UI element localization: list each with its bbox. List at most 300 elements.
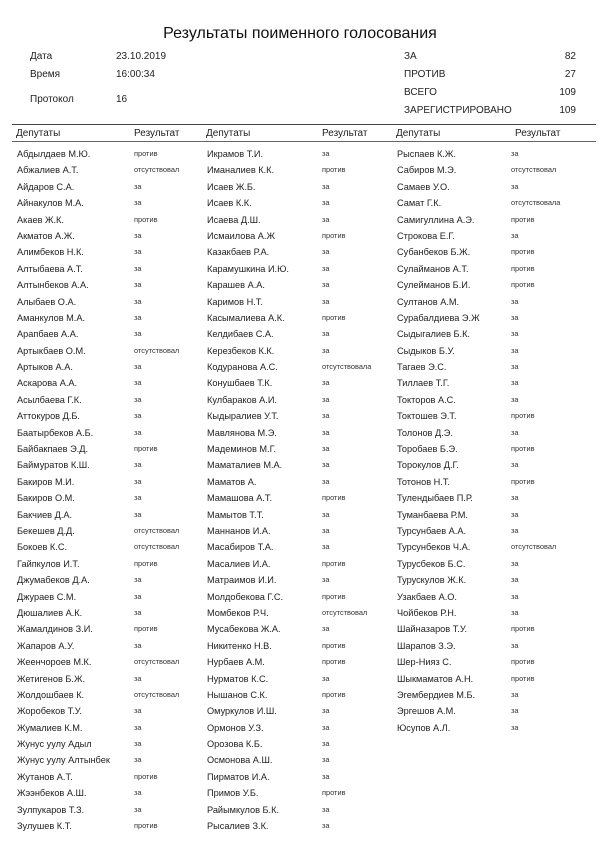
deputy-name: Алтыбаева А.Т. xyxy=(17,263,83,274)
vote-result: за xyxy=(322,263,330,273)
deputy-row xyxy=(17,474,213,490)
deputy-name: Осмонова А.Ш. xyxy=(207,755,273,766)
deputy-row xyxy=(397,392,593,408)
vote-result: за xyxy=(134,722,142,732)
total-value: 109 xyxy=(559,87,576,98)
deputy-name: Жеенчороев М.К. xyxy=(17,657,92,668)
vote-result: за xyxy=(134,476,142,486)
deputy-name: Конушбаев Т.К. xyxy=(207,378,273,389)
deputy-name: Карашев А.А. xyxy=(207,280,265,291)
vote-result: за xyxy=(322,444,330,454)
deputy-row xyxy=(17,146,213,162)
deputy-row xyxy=(397,687,593,703)
vote-result: за xyxy=(322,378,330,388)
deputy-name: Сурабалдиева Э.Ж xyxy=(397,312,480,323)
deputy-row xyxy=(397,162,593,178)
vote-result: за xyxy=(322,673,330,683)
vote-result: за xyxy=(511,493,519,503)
deputy-name: Тиллаев Т.Г. xyxy=(397,378,450,389)
deputy-row xyxy=(397,179,593,195)
deputy-row xyxy=(17,294,213,310)
deputy-row xyxy=(17,375,213,391)
deputy-name: Джураев С.М. xyxy=(17,591,77,602)
deputy-row xyxy=(17,654,213,670)
vote-result: за xyxy=(511,329,519,339)
deputy-name: Юсупов А.Л. xyxy=(397,722,451,733)
vote-result: за xyxy=(134,296,142,306)
deputy-name: Мавлянова М.Э. xyxy=(207,427,277,438)
vote-result: за xyxy=(511,460,519,470)
vote-result: за xyxy=(511,558,519,568)
vote-result: за xyxy=(322,280,330,290)
deputy-row xyxy=(397,441,593,457)
deputy-name: Омуркулов И.Ш. xyxy=(207,706,277,717)
deputy-row xyxy=(397,474,593,490)
deputy-row xyxy=(17,310,213,326)
deputy-name: Эргешов А.М. xyxy=(397,706,456,717)
deputy-name: Торокулов Д.Г. xyxy=(397,460,459,471)
vote-result: за xyxy=(134,640,142,650)
deputy-row xyxy=(397,605,593,621)
deputy-row xyxy=(207,621,403,637)
vote-result: за xyxy=(134,247,142,257)
deputy-row xyxy=(397,490,593,506)
vote-result: против xyxy=(322,657,346,667)
deputy-row xyxy=(397,343,593,359)
deputy-name: Алыбаев О.А. xyxy=(17,296,77,307)
vote-result: против xyxy=(322,591,346,601)
vote-result: против xyxy=(322,230,346,240)
vote-result: за xyxy=(322,345,330,355)
deputy-name: Кодуранова А.С. xyxy=(207,362,278,373)
deputy-row xyxy=(397,589,593,605)
deputy-row xyxy=(397,375,593,391)
deputy-name: Султанов А.М. xyxy=(397,296,460,307)
deputy-row xyxy=(17,638,213,654)
deputy-row xyxy=(207,818,403,834)
deputies-column-2 xyxy=(207,146,403,834)
deputy-name: Артыкбаев О.М. xyxy=(17,345,86,356)
deputy-name: Тулендыбаев П.Р. xyxy=(397,493,473,504)
vote-result: против xyxy=(511,657,535,667)
deputy-name: Тотонов Н.Т. xyxy=(397,476,450,487)
vote-result: против xyxy=(511,673,535,683)
deputy-name: Никитенко Н.В. xyxy=(207,640,272,651)
deputy-row xyxy=(397,244,593,260)
deputy-name: Орозова К.Б. xyxy=(207,739,263,750)
vote-result: за xyxy=(511,345,519,355)
deputy-row xyxy=(207,769,403,785)
vote-result: за xyxy=(134,394,142,404)
deputy-row xyxy=(397,507,593,523)
deputy-row xyxy=(207,556,403,572)
deputy-row xyxy=(17,507,213,523)
deputy-row xyxy=(207,425,403,441)
deputy-name: Бокоев К.С. xyxy=(17,542,68,553)
deputy-name: Карамушкина И.Ю. xyxy=(207,263,289,274)
deputy-row xyxy=(17,572,213,588)
deputy-row xyxy=(207,277,403,293)
vote-result: за xyxy=(134,263,142,273)
registered-label: ЗАРЕГИСТРИРОВАНО xyxy=(404,105,512,116)
deputy-row xyxy=(207,457,403,473)
deputy-row xyxy=(207,474,403,490)
vote-result: за xyxy=(511,362,519,372)
deputy-row xyxy=(17,802,213,818)
page-title: Результаты поименного голосования xyxy=(163,25,437,42)
vote-result: против xyxy=(511,214,535,224)
vote-result: за xyxy=(134,493,142,503)
deputy-name: Кулбараков А.И. xyxy=(207,394,277,405)
vote-result: против xyxy=(134,558,158,568)
deputy-name: Зулушев К.Т. xyxy=(17,821,72,832)
deputy-row xyxy=(207,228,403,244)
vote-result: за xyxy=(322,706,330,716)
vote-result: за xyxy=(511,427,519,437)
deputy-name: Жолдошбаев К. xyxy=(17,689,85,700)
deputy-row xyxy=(17,556,213,572)
vote-result: за xyxy=(511,181,519,191)
vote-result: за xyxy=(511,591,519,601)
deputy-name: Мамытов Т.Т. xyxy=(207,509,264,520)
vote-result: за xyxy=(322,394,330,404)
vote-result: за xyxy=(134,575,142,585)
vote-result: за xyxy=(511,509,519,519)
deputy-name: Баатырбеков А.Б. xyxy=(17,427,94,438)
deputy-row xyxy=(17,818,213,834)
vote-result: за xyxy=(134,378,142,388)
vote-result: против xyxy=(322,493,346,503)
deputy-row xyxy=(397,457,593,473)
vote-result: за xyxy=(511,149,519,158)
vote-result: против xyxy=(511,411,535,421)
deputy-row xyxy=(207,359,403,375)
deputy-name: Зулпукаров Т.З. xyxy=(17,804,85,815)
deputy-row xyxy=(17,261,213,277)
deputy-row xyxy=(397,621,593,637)
deputy-row xyxy=(17,523,213,539)
deputy-name: Строкова Е.Г. xyxy=(397,230,455,241)
vote-result: против xyxy=(134,149,158,158)
deputy-row xyxy=(17,212,213,228)
vote-result: отсутствовал xyxy=(134,542,180,552)
vote-result: за xyxy=(322,739,330,749)
deputy-name: Асылбаева Г.К. xyxy=(17,394,82,405)
time-label: Время xyxy=(30,69,61,80)
vote-result: против xyxy=(322,165,346,175)
vote-result: за xyxy=(511,640,519,650)
vote-result: против xyxy=(511,247,535,257)
deputy-row xyxy=(207,212,403,228)
deputy-row xyxy=(17,162,213,178)
vote-result: за xyxy=(322,722,330,732)
vote-result: за xyxy=(322,214,330,224)
deputy-row xyxy=(17,769,213,785)
deputy-name: Исаева Д.Ш. xyxy=(207,214,261,225)
deputy-name: Абдылдаев М.Ю. xyxy=(17,149,91,159)
deputy-row xyxy=(207,408,403,424)
deputy-name: Райымкулов Б.К. xyxy=(207,804,279,815)
vote-result: за xyxy=(322,247,330,257)
vote-result: за xyxy=(511,312,519,322)
deputy-name: Аттокуров Д.Б. xyxy=(17,411,80,422)
deputy-name: Жамалдинов З.И. xyxy=(17,624,93,635)
vote-result: за xyxy=(322,329,330,339)
deputy-name: Айнакулов М.А. xyxy=(17,198,84,209)
vote-result: отсутствовал xyxy=(511,542,557,552)
deputy-row xyxy=(397,425,593,441)
deputy-row xyxy=(17,589,213,605)
vote-result: за xyxy=(134,591,142,601)
col3-deputies-header: Депутаты xyxy=(396,128,441,139)
deputy-row xyxy=(207,310,403,326)
col1-result-header: Результат xyxy=(134,128,180,139)
deputy-row xyxy=(397,228,593,244)
deputy-name: Ормонов У.З. xyxy=(207,722,264,733)
deputy-name: Сулайманов А.Т. xyxy=(397,263,469,274)
deputy-row xyxy=(207,146,403,162)
vote-result: за xyxy=(511,296,519,306)
deputy-row xyxy=(17,408,213,424)
deputy-row xyxy=(397,294,593,310)
deputy-row xyxy=(17,457,213,473)
deputy-name: Турускулов Ж.К. xyxy=(397,575,467,586)
deputy-name: Нурбаев А.М. xyxy=(207,657,265,668)
vote-result: за xyxy=(322,542,330,552)
deputy-name: Артыков А.А. xyxy=(17,362,73,373)
deputy-row xyxy=(207,392,403,408)
deputy-name: Исаев Ж.Б. xyxy=(207,181,256,192)
vote-result: за xyxy=(322,771,330,781)
vote-result: отсутствовал xyxy=(134,657,180,667)
deputy-row xyxy=(17,785,213,801)
registered-value: 109 xyxy=(559,105,576,116)
deputy-row xyxy=(17,539,213,555)
deputy-name: Мусабекова Ж.А. xyxy=(207,624,281,635)
deputy-row xyxy=(17,326,213,342)
deputy-name: Шыкмаматов А.Н. xyxy=(397,673,474,684)
vote-result: против xyxy=(511,624,535,634)
deputy-name: Гайпкулов И.Т. xyxy=(17,558,80,569)
vote-result: против xyxy=(134,771,158,781)
deputy-name: Акматов А.Ж. xyxy=(17,230,75,241)
vote-result: за xyxy=(134,788,142,798)
deputy-row xyxy=(207,785,403,801)
deputy-name: Казакбаев Р.А. xyxy=(207,247,270,258)
deputy-row xyxy=(17,703,213,719)
vote-result: за xyxy=(134,230,142,240)
deputy-name: Масабиров Т.А. xyxy=(207,542,274,553)
deputy-row xyxy=(207,375,403,391)
deputy-row xyxy=(207,671,403,687)
deputy-name: Аскарова А.А. xyxy=(17,378,78,389)
vote-result: отсутствовал xyxy=(134,525,180,535)
vote-result: за xyxy=(134,312,142,322)
deputy-name: Жунус уулу Алтынбек xyxy=(17,755,110,766)
deputy-row xyxy=(17,490,213,506)
deputy-name: Сабиров М.Э. xyxy=(397,165,457,176)
deputy-row xyxy=(207,654,403,670)
deputy-row xyxy=(17,736,213,752)
header-rule-bottom xyxy=(12,141,596,142)
deputy-row xyxy=(207,752,403,768)
deputy-row xyxy=(17,687,213,703)
total-label: ВСЕГО xyxy=(404,87,437,98)
against-value: 27 xyxy=(564,69,576,80)
deputy-row xyxy=(207,294,403,310)
vote-result: против xyxy=(322,312,346,322)
deputy-row xyxy=(397,539,593,555)
deputy-name: Мадеминов М.Г. xyxy=(207,444,277,455)
deputy-row xyxy=(397,638,593,654)
vote-result: за xyxy=(322,804,330,814)
vote-result: против xyxy=(322,689,346,699)
deputy-name: Бакиров М.И. xyxy=(17,476,75,487)
deputy-name: Жапаров А.У. xyxy=(17,640,75,651)
deputy-name: Жээнбеков А.Ш. xyxy=(17,788,87,799)
vote-result: за xyxy=(322,525,330,535)
deputy-row xyxy=(397,146,593,162)
deputy-name: Самаев У.О. xyxy=(397,181,450,192)
deputy-row xyxy=(207,605,403,621)
against-label: ПРОТИВ xyxy=(404,69,446,80)
col1-deputies-header: Депутаты xyxy=(16,128,61,139)
vote-result: за xyxy=(134,755,142,765)
deputy-name: Абжалиев А.Т. xyxy=(17,165,79,176)
deputy-row xyxy=(17,343,213,359)
vote-result: за xyxy=(511,394,519,404)
col3-result-header: Результат xyxy=(515,128,561,139)
vote-result: за xyxy=(134,673,142,683)
vote-result: отсутствовал xyxy=(134,345,180,355)
deputy-name: Керезбеков К.К. xyxy=(207,345,275,356)
deputy-name: Бакиров О.М. xyxy=(17,493,75,504)
deputy-name: Пирматов И.А. xyxy=(207,771,270,782)
deputy-row xyxy=(397,261,593,277)
deputy-name: Момбеков Р.Ч. xyxy=(207,607,269,618)
deputy-row xyxy=(17,425,213,441)
deputy-row xyxy=(17,671,213,687)
deputy-row xyxy=(17,277,213,293)
deputy-row xyxy=(397,703,593,719)
deputy-row xyxy=(207,638,403,654)
vote-result: за xyxy=(322,476,330,486)
date-label: Дата xyxy=(30,51,53,62)
deputy-row xyxy=(207,507,403,523)
vote-result: за xyxy=(322,149,330,158)
deputy-name: Маматалиев М.А. xyxy=(207,460,283,471)
deputy-name: Исмаилова А.Ж xyxy=(207,230,275,241)
deputy-row xyxy=(397,654,593,670)
deputy-name: Эгембердиев М.Б. xyxy=(397,689,476,700)
deputy-name: Шайназаров Т.У. xyxy=(397,624,468,635)
deputy-name: Матраимов И.И. xyxy=(207,575,277,586)
deputy-row xyxy=(17,752,213,768)
vote-result: против xyxy=(511,263,535,273)
for-value: 82 xyxy=(564,51,576,62)
deputy-name: Аманкулов М.А. xyxy=(17,312,86,323)
deputy-name: Баймуратов К.Ш. xyxy=(17,460,90,471)
deputy-name: Турусбеков Б.С. xyxy=(397,558,466,569)
vote-result: против xyxy=(511,476,535,486)
deputy-name: Исаев К.К. xyxy=(207,198,252,209)
deputy-name: Бакчиев Д.А. xyxy=(17,509,73,520)
deputy-name: Самат Г.К. xyxy=(397,198,442,209)
deputy-row xyxy=(207,720,403,736)
deputy-row xyxy=(207,261,403,277)
deputy-name: Шарапов З.Э. xyxy=(397,640,456,651)
deputy-row xyxy=(207,589,403,605)
vote-result: за xyxy=(322,411,330,421)
deputy-row xyxy=(207,343,403,359)
deputy-name: Масалиев И.А. xyxy=(207,558,271,569)
vote-result: за xyxy=(511,607,519,617)
deputy-row xyxy=(207,539,403,555)
vote-result: против xyxy=(134,444,158,454)
deputy-name: Жетигенов Б.Ж. xyxy=(17,673,86,684)
vote-result: против xyxy=(134,624,158,634)
vote-result: за xyxy=(134,411,142,421)
vote-result: отсутствовала xyxy=(511,198,561,208)
deputy-row xyxy=(397,408,593,424)
deputy-name: Нурматов К.С. xyxy=(207,673,269,684)
deputy-name: Касымалиева А.К. xyxy=(207,312,285,323)
vote-result: за xyxy=(322,296,330,306)
deputy-name: Жумалиев К.М. xyxy=(17,722,83,733)
deputy-row xyxy=(17,621,213,637)
deputy-name: Рыспаев К.Ж. xyxy=(397,149,456,159)
vote-result: отсутствовал xyxy=(134,689,180,699)
deputy-row xyxy=(207,326,403,342)
deputy-row xyxy=(207,244,403,260)
deputy-row xyxy=(397,720,593,736)
vote-result: отсутствовал xyxy=(511,165,557,175)
deputy-name: Токторов А.С. xyxy=(397,394,456,405)
vote-result: за xyxy=(322,181,330,191)
vote-result: за xyxy=(322,460,330,470)
vote-result: отсутствовала xyxy=(322,362,372,372)
deputies-column-1 xyxy=(17,146,213,834)
deputy-name: Турсунбеков Ч.А. xyxy=(397,542,471,553)
deputy-row xyxy=(207,441,403,457)
deputy-row xyxy=(207,572,403,588)
deputy-name: Иманалиев К.К. xyxy=(207,165,275,176)
vote-result: за xyxy=(134,804,142,814)
vote-result: за xyxy=(322,427,330,437)
deputy-row xyxy=(17,392,213,408)
deputy-name: Туманбаева Р.М. xyxy=(397,509,468,520)
time-value: 16:00:34 xyxy=(116,69,155,80)
vote-result: за xyxy=(134,181,142,191)
col2-result-header: Результат xyxy=(322,128,368,139)
vote-result: за xyxy=(134,427,142,437)
deputy-row xyxy=(207,195,403,211)
vote-result: против xyxy=(134,821,158,831)
deputy-name: Акаев Ж.К. xyxy=(17,214,64,225)
deputy-name: Нышанов С.К. xyxy=(207,689,268,700)
deputy-row xyxy=(207,523,403,539)
vote-result: против xyxy=(322,788,346,798)
deputy-name: Субанбеков Б.Ж. xyxy=(397,247,471,258)
deputies-column-3 xyxy=(397,146,593,736)
deputy-row xyxy=(397,359,593,375)
deputy-name: Алимбеков Н.К. xyxy=(17,247,84,258)
vote-result: против xyxy=(322,558,346,568)
deputy-name: Джумабеков Д.А. xyxy=(17,575,90,586)
vote-result: за xyxy=(322,509,330,519)
vote-result: за xyxy=(511,722,519,732)
deputy-row xyxy=(17,441,213,457)
